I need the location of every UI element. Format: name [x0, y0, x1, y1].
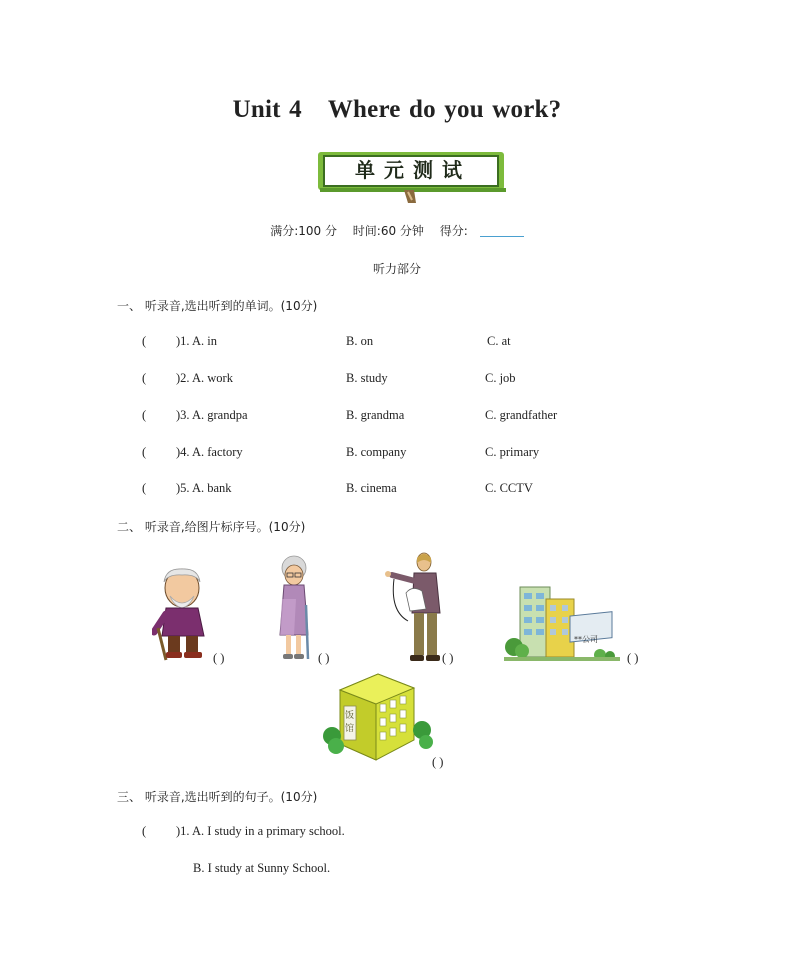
page-title — [0, 96, 794, 124]
grandma-image — [272, 555, 318, 663]
q1-row: ( )2. A. work — [142, 371, 233, 385]
q1-row: ( )5. A. bank — [142, 481, 232, 495]
q1-option-b: B. company — [346, 445, 407, 459]
grandpa-image — [152, 566, 218, 662]
q1-row: ( )3. A. grandpa — [142, 408, 248, 422]
q1-option-c: C. at — [487, 334, 511, 348]
title-unit: Unit 4 — [232, 96, 302, 123]
company-image — [504, 585, 620, 663]
restaurant-sign: 饭 馆 — [345, 711, 355, 734]
answer-paren[interactable]: ( — [142, 371, 147, 385]
banner-label: 单元测试 — [355, 158, 471, 182]
q1-option-c: C. primary — [485, 445, 540, 459]
q2-heading: 二、 听录音,给图片标序号。(10分) — [117, 520, 306, 534]
q1-heading: 一、 听录音,选出听到的单词。(10分) — [117, 299, 318, 313]
full-score: 满分:100 分 — [270, 224, 337, 238]
q1-option-c: C. CCTV — [485, 481, 533, 495]
q1-option-c: C. job — [485, 371, 516, 385]
q3-heading: 三、 听录音,选出听到的句子。(10分) — [117, 790, 318, 804]
section-heading: 听力部分 — [372, 262, 421, 276]
q2-paren[interactable]: ( ) — [442, 651, 454, 665]
q3-option-a: ( )1. A. I study in a primary school. — [142, 824, 345, 838]
q3-option-b: B. I study at Sunny School. — [193, 861, 331, 875]
q2-paren[interactable]: ( ) — [432, 755, 444, 769]
q2-paren[interactable]: ( ) — [318, 651, 330, 665]
time-limit: 时间:60 分钟 — [352, 224, 424, 238]
restaurant-image — [322, 670, 434, 766]
teacher-image — [382, 551, 444, 663]
score-line — [0, 222, 794, 239]
q1-option-b: B. cinema — [346, 481, 397, 495]
q1-option-b: B. on — [346, 334, 374, 348]
q1-row: ( )1. A. in — [142, 334, 217, 348]
answer-paren[interactable]: ( — [142, 408, 147, 422]
q2-paren[interactable]: ( ) — [627, 651, 639, 665]
answer-paren[interactable]: ( — [142, 445, 147, 459]
title-question: Where do you work? — [327, 96, 562, 123]
q1-option-c: C. grandfather — [485, 408, 558, 422]
score-blank[interactable] — [480, 236, 524, 237]
score-label: 得分: — [439, 224, 468, 238]
company-sign: **公司 — [574, 635, 598, 644]
answer-paren[interactable]: ( — [142, 481, 147, 495]
answer-paren[interactable]: ( — [142, 334, 147, 348]
q1-option-b: B. study — [346, 371, 388, 385]
answer-paren[interactable]: ( — [142, 824, 147, 838]
q1-row: ( )4. A. factory — [142, 445, 243, 459]
q1-option-b: B. grandma — [346, 408, 405, 422]
q2-paren[interactable]: ( ) — [213, 651, 225, 665]
